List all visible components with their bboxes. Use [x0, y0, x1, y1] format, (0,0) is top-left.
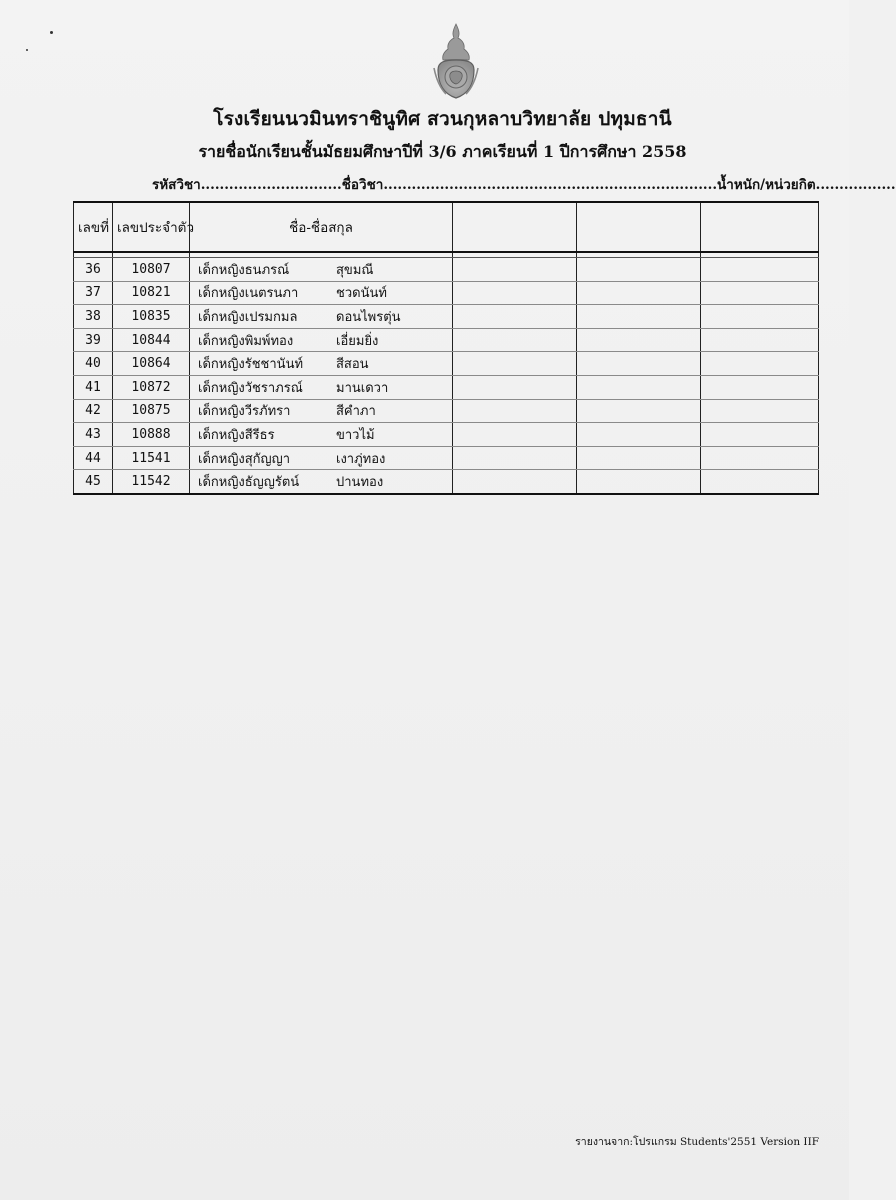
blank-cell [453, 352, 577, 376]
column-header-number: เลขที่ [74, 202, 113, 252]
blank-cell [577, 258, 701, 282]
row-number: 44 [74, 446, 113, 470]
blank-cell [577, 470, 701, 494]
student-id: 10875 [113, 399, 190, 423]
row-number: 37 [74, 281, 113, 305]
blank-cell [453, 423, 577, 447]
blank-cell [577, 446, 701, 470]
last-name: ดอนไพรตุ่น [336, 309, 401, 325]
student-name [190, 328, 453, 352]
row-number: 43 [74, 423, 113, 447]
column-header-blank-1 [453, 202, 577, 252]
blank-cell [577, 352, 701, 376]
blank-cell [701, 375, 819, 399]
first-name: เด็กหญิงธัญญรัตน์ [198, 475, 300, 491]
subject-code-label: รหัสวิชา [152, 177, 201, 193]
table-row [74, 281, 819, 305]
table-row [74, 328, 819, 352]
scan-speck [26, 49, 28, 51]
student-id: 10888 [113, 423, 190, 447]
table-row [74, 423, 819, 447]
column-header-blank-3 [701, 202, 819, 252]
first-name: เด็กหญิงพิมพ์ทอง [198, 333, 294, 349]
blank-cell [453, 258, 577, 282]
row-number: 38 [74, 305, 113, 329]
school-emblem-icon [430, 22, 482, 102]
roster-title: รายชื่อนักเรียนชั้นมัธยมศึกษาปีที่ 3/6 ภาคเรียนที่ 1 ปีการศึกษา 2558 [198, 142, 687, 161]
blank-cell [701, 328, 819, 352]
first-name: เด็กหญิงวีรภัทรา [198, 404, 291, 420]
student-name [190, 470, 453, 494]
first-name: เด็กหญิงรัชชานันท์ [198, 357, 304, 373]
first-name: เด็กหญิงวัชราภรณ์ [198, 380, 303, 396]
blank-cell [453, 470, 577, 494]
student-name [190, 281, 453, 305]
student-name [190, 399, 453, 423]
blank-cell [701, 352, 819, 376]
student-id: 11541 [113, 446, 190, 470]
blank-cell [453, 281, 577, 305]
blank-cell [453, 305, 577, 329]
blank-cell [701, 423, 819, 447]
last-name: เงาภู่ทอง [336, 451, 386, 467]
last-name: ขาวไม้ [336, 427, 375, 443]
row-number: 36 [74, 258, 113, 282]
student-id: 10821 [113, 281, 190, 305]
student-id: 10807 [113, 258, 190, 282]
row-number: 41 [74, 375, 113, 399]
blank-cell [701, 470, 819, 494]
table-header-row [74, 202, 819, 252]
blank-cell [453, 446, 577, 470]
last-name: ชวดนันท์ [336, 286, 387, 302]
blank-cell [701, 281, 819, 305]
blank-cell [453, 328, 577, 352]
blank-cell [577, 305, 701, 329]
table-row [74, 352, 819, 376]
row-number: 40 [74, 352, 113, 376]
student-roster-table [73, 201, 819, 495]
table-row [74, 375, 819, 399]
column-header-blank-2 [577, 202, 701, 252]
blank-cell [701, 305, 819, 329]
blank-cell [701, 258, 819, 282]
table-row [74, 399, 819, 423]
subject-info-line [152, 173, 896, 195]
first-name: เด็กหญิงสุกัญญา [198, 451, 291, 467]
first-name: เด็กหญิงสีรีธร [198, 427, 275, 443]
student-id: 10844 [113, 328, 190, 352]
subject-code-blank: .............................. [200, 177, 342, 193]
last-name: มานเดวา [336, 380, 389, 396]
blank-cell [577, 399, 701, 423]
student-name [190, 446, 453, 470]
blank-cell [577, 281, 701, 305]
column-header-full-name: ชื่อ-ชื่อสกุล [190, 202, 453, 252]
last-name: สุขมณี [336, 262, 374, 278]
student-name [190, 423, 453, 447]
school-name: โรงเรียนนวมินทราชินูทิศ สวนกุหลาบวิทยาลัย ปทุมธานี [213, 108, 672, 130]
first-name: เด็กหญิงเนตรนภา [198, 286, 299, 302]
last-name: สีสอน [336, 357, 369, 373]
subject-name-blank: ....................................................................... [383, 177, 718, 193]
last-name: เอี่ยมยิ่ง [336, 333, 379, 349]
student-id: 10835 [113, 305, 190, 329]
row-number: 45 [74, 470, 113, 494]
credit-label: น้ำหนัก/หน่วยกิต [717, 177, 816, 193]
credit-blank: ................. [815, 177, 896, 193]
report-source-footer: รายงานจาก:โปรแกรม Students'2551 Version IIF [575, 1136, 819, 1148]
student-id: 10872 [113, 375, 190, 399]
table-row [74, 470, 819, 494]
row-number: 42 [74, 399, 113, 423]
blank-cell [577, 328, 701, 352]
blank-cell [701, 399, 819, 423]
blank-cell [577, 423, 701, 447]
table-row [74, 446, 819, 470]
blank-cell [453, 399, 577, 423]
table-row [74, 258, 819, 282]
last-name: สีคำภา [336, 404, 376, 420]
row-number: 39 [74, 328, 113, 352]
column-header-student-id: เลขประจำตัว [113, 202, 190, 252]
table-row [74, 305, 819, 329]
blank-cell [453, 375, 577, 399]
first-name: เด็กหญิงเปรมกมล [198, 309, 298, 325]
student-id: 11542 [113, 470, 190, 494]
student-name [190, 258, 453, 282]
scan-speck [50, 31, 53, 34]
student-id: 10864 [113, 352, 190, 376]
blank-cell [577, 375, 701, 399]
blank-cell [701, 446, 819, 470]
last-name: ปานทอง [336, 475, 384, 491]
student-name [190, 305, 453, 329]
subject-name-label: ชื่อวิชา [341, 177, 384, 193]
student-name [190, 352, 453, 376]
student-name [190, 375, 453, 399]
first-name: เด็กหญิงธนภรณ์ [198, 262, 290, 278]
